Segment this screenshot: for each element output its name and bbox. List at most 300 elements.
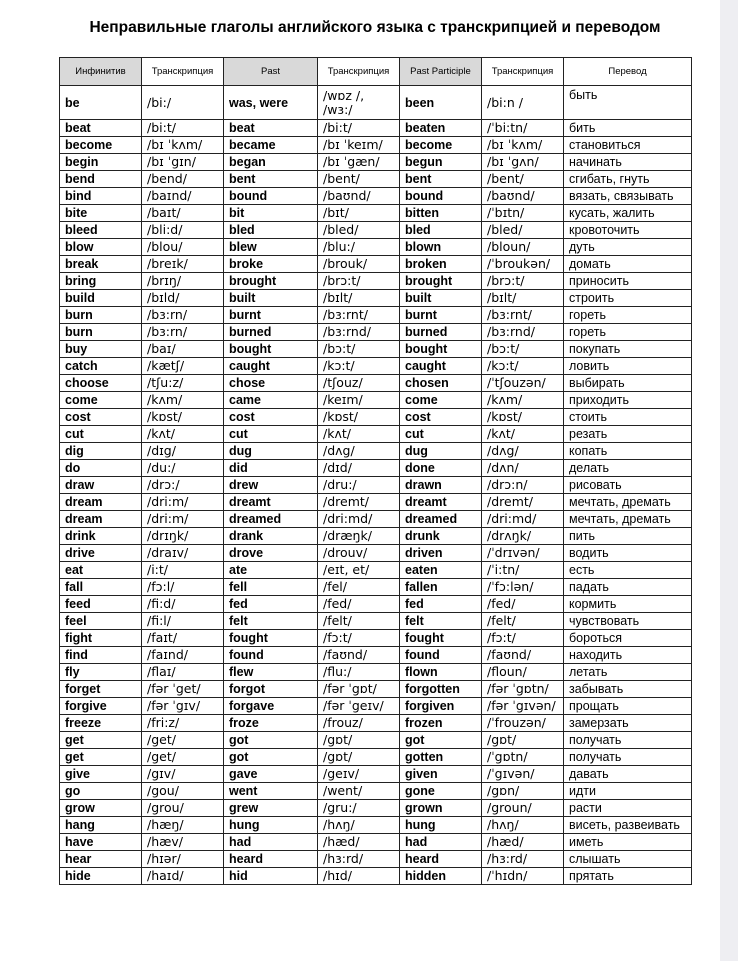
cell-transcription-3: /kɒst/ [482, 409, 564, 426]
cell-transcription-2: /bɪt/ [318, 205, 400, 222]
cell-past: heard [224, 851, 318, 868]
cell-translation: резать [564, 426, 692, 443]
table-header-row [60, 58, 692, 86]
cell-transcription-2: /dru:/ [318, 477, 400, 494]
cell-translation: падать [564, 579, 692, 596]
cell-transcription-2: /bɜ:rnt/ [318, 307, 400, 324]
cell-translation: гореть [564, 307, 692, 324]
cell-infinitive: hear [60, 851, 142, 868]
cell-transcription-2: /dʌg/ [318, 443, 400, 460]
cell-past-participle: flown [400, 664, 482, 681]
cell-past: did [224, 460, 318, 477]
table-row [60, 324, 692, 341]
header-past: Past [224, 58, 318, 86]
cell-transcription-3: /bɪlt/ [482, 290, 564, 307]
cell-transcription-1: /bɪ ˈkʌm/ [142, 137, 224, 154]
cell-past: burnt [224, 307, 318, 324]
cell-past: bought [224, 341, 318, 358]
cell-infinitive: catch [60, 358, 142, 375]
cell-past-participle: drawn [400, 477, 482, 494]
cell-transcription-1: /get/ [142, 749, 224, 766]
cell-translation: выбирать [564, 375, 692, 392]
table-row [60, 664, 692, 681]
table-row [60, 613, 692, 630]
cell-transcription-3: /drʌŋk/ [482, 528, 564, 545]
cell-translation: иметь [564, 834, 692, 851]
cell-transcription-3: /ˈtʃouzən/ [482, 375, 564, 392]
cell-infinitive: go [60, 783, 142, 800]
cell-transcription-3: /bɜ:rnt/ [482, 307, 564, 324]
cell-transcription-3: /hʌŋ/ [482, 817, 564, 834]
cell-infinitive: get [60, 749, 142, 766]
cell-past-participle: eaten [400, 562, 482, 579]
cell-past: got [224, 749, 318, 766]
cell-past-participle: forgiven [400, 698, 482, 715]
cell-infinitive: break [60, 256, 142, 273]
cell-translation: висеть, развеивать [564, 817, 692, 834]
cell-past-participle: been [400, 86, 482, 120]
cell-past-participle: chosen [400, 375, 482, 392]
cell-transcription-2: /eɪt, et/ [318, 562, 400, 579]
table-row [60, 120, 692, 137]
table-row [60, 443, 692, 460]
header-infinitive: Инфинитив [60, 58, 142, 86]
cell-transcription-1: /fɔ:l/ [142, 579, 224, 596]
cell-transcription-2: /dɪd/ [318, 460, 400, 477]
cell-transcription-2: /kɔ:t/ [318, 358, 400, 375]
cell-infinitive: buy [60, 341, 142, 358]
cell-transcription-1: /bɜ:rn/ [142, 307, 224, 324]
cell-past-participle: bent [400, 171, 482, 188]
cell-transcription-3: /ˈfrouzən/ [482, 715, 564, 732]
cell-past: cost [224, 409, 318, 426]
table-row [60, 137, 692, 154]
cell-transcription-2: /hɜ:rd/ [318, 851, 400, 868]
header-transcription-3: Транскрипция [482, 58, 564, 86]
cell-past: felt [224, 613, 318, 630]
table-row [60, 579, 692, 596]
cell-past-participle: bitten [400, 205, 482, 222]
cell-transcription-3: /bloun/ [482, 239, 564, 256]
cell-transcription-1: /drɔ:/ [142, 477, 224, 494]
cell-past-participle: found [400, 647, 482, 664]
cell-transcription-1: /fər ˈget/ [142, 681, 224, 698]
cell-transcription-2: /fɔ:t/ [318, 630, 400, 647]
cell-transcription-3: /ˈbi:tn/ [482, 120, 564, 137]
cell-transcription-2: /went/ [318, 783, 400, 800]
cell-transcription-2: /wɒz /, /wɜ:/ [318, 86, 400, 120]
cell-translation: приносить [564, 273, 692, 290]
cell-past-participle: driven [400, 545, 482, 562]
cell-transcription-2: /bɪ ˈkeɪm/ [318, 137, 400, 154]
cell-infinitive: dream [60, 511, 142, 528]
cell-translation: стоить [564, 409, 692, 426]
cell-translation: летать [564, 664, 692, 681]
cell-transcription-1: /bli:d/ [142, 222, 224, 239]
cell-translation: строить [564, 290, 692, 307]
cell-infinitive: get [60, 732, 142, 749]
cell-translation: вязать, связывать [564, 188, 692, 205]
cell-transcription-3: /ˈgɒtn/ [482, 749, 564, 766]
cell-translation: забывать [564, 681, 692, 698]
cell-transcription-1: /i:t/ [142, 562, 224, 579]
cell-transcription-2: /hʌŋ/ [318, 817, 400, 834]
cell-past-participle: frozen [400, 715, 482, 732]
cell-past-participle: gotten [400, 749, 482, 766]
cell-infinitive: hide [60, 868, 142, 885]
cell-transcription-1: /kʌt/ [142, 426, 224, 443]
cell-infinitive: bend [60, 171, 142, 188]
cell-transcription-1: /bi:/ [142, 86, 224, 120]
cell-translation: давать [564, 766, 692, 783]
cell-translation: мечтать, дремать [564, 494, 692, 511]
cell-translation: замерзать [564, 715, 692, 732]
cell-transcription-3: /gɒn/ [482, 783, 564, 800]
table-row [60, 494, 692, 511]
cell-transcription-3: /fɔ:t/ [482, 630, 564, 647]
cell-transcription-2: /blu:/ [318, 239, 400, 256]
cell-translation: кусать, жалить [564, 205, 692, 222]
cell-past: fed [224, 596, 318, 613]
cell-infinitive: cost [60, 409, 142, 426]
table-row [60, 732, 692, 749]
cell-past-participle: blown [400, 239, 482, 256]
cell-transcription-3: /faʊnd/ [482, 647, 564, 664]
cell-past-participle: given [400, 766, 482, 783]
cell-infinitive: fight [60, 630, 142, 647]
cell-infinitive: come [60, 392, 142, 409]
table-row [60, 426, 692, 443]
cell-transcription-3: /floun/ [482, 664, 564, 681]
cell-translation: находить [564, 647, 692, 664]
cell-past-participle: cut [400, 426, 482, 443]
table-row [60, 477, 692, 494]
cell-translation: копать [564, 443, 692, 460]
cell-transcription-1: /fər ˈgɪv/ [142, 698, 224, 715]
cell-infinitive: find [60, 647, 142, 664]
table-row [60, 851, 692, 868]
cell-transcription-2: /dri:md/ [318, 511, 400, 528]
cell-infinitive: cut [60, 426, 142, 443]
cell-past: went [224, 783, 318, 800]
cell-infinitive: feel [60, 613, 142, 630]
cell-past: began [224, 154, 318, 171]
cell-past: got [224, 732, 318, 749]
cell-past: dreamt [224, 494, 318, 511]
cell-past: came [224, 392, 318, 409]
cell-infinitive: dig [60, 443, 142, 460]
cell-translation: кровоточить [564, 222, 692, 239]
table-body [60, 86, 692, 885]
cell-transcription-3: /dremt/ [482, 494, 564, 511]
table-row [60, 171, 692, 188]
cell-transcription-3: /dʌg/ [482, 443, 564, 460]
cell-transcription-1: /bɜ:rn/ [142, 324, 224, 341]
table-row [60, 783, 692, 800]
cell-transcription-2: /kʌt/ [318, 426, 400, 443]
cell-transcription-3: /hæd/ [482, 834, 564, 851]
cell-past-participle: dreamed [400, 511, 482, 528]
cell-past-participle: burnt [400, 307, 482, 324]
cell-past-participle: dug [400, 443, 482, 460]
cell-past: caught [224, 358, 318, 375]
cell-past: drew [224, 477, 318, 494]
cell-past-participle: dreamt [400, 494, 482, 511]
table-row [60, 256, 692, 273]
cell-past: ate [224, 562, 318, 579]
table-row [60, 86, 692, 120]
cell-transcription-1: /faɪnd/ [142, 647, 224, 664]
right-margin-strip [720, 0, 738, 961]
cell-transcription-2: /bɪlt/ [318, 290, 400, 307]
cell-translation: быть [564, 86, 692, 120]
cell-transcription-1: /fri:z/ [142, 715, 224, 732]
cell-transcription-2: /tʃouz/ [318, 375, 400, 392]
cell-infinitive: beat [60, 120, 142, 137]
cell-past: found [224, 647, 318, 664]
table-row [60, 273, 692, 290]
cell-past-participle: fallen [400, 579, 482, 596]
cell-past-participle: bled [400, 222, 482, 239]
cell-transcription-1: /fi:d/ [142, 596, 224, 613]
cell-transcription-1: /bɪld/ [142, 290, 224, 307]
cell-transcription-2: /brouk/ [318, 256, 400, 273]
cell-infinitive: give [60, 766, 142, 783]
cell-transcription-3: /bɔ:t/ [482, 341, 564, 358]
cell-transcription-2: /flu:/ [318, 664, 400, 681]
table-row [60, 307, 692, 324]
table-row [60, 375, 692, 392]
cell-past-participle: bound [400, 188, 482, 205]
cell-translation: получать [564, 732, 692, 749]
cell-transcription-1: /du:/ [142, 460, 224, 477]
cell-past: became [224, 137, 318, 154]
cell-past: bent [224, 171, 318, 188]
cell-transcription-3: /kɔ:t/ [482, 358, 564, 375]
cell-past-participle: become [400, 137, 482, 154]
table-row [60, 681, 692, 698]
cell-infinitive: feed [60, 596, 142, 613]
cell-translation: водить [564, 545, 692, 562]
cell-transcription-3: /ˈdrɪvən/ [482, 545, 564, 562]
cell-transcription-3: /ˈgɪvən/ [482, 766, 564, 783]
cell-transcription-3: /fər ˈgɪvən/ [482, 698, 564, 715]
cell-past: bit [224, 205, 318, 222]
cell-transcription-3: /groun/ [482, 800, 564, 817]
cell-transcription-1: /bi:t/ [142, 120, 224, 137]
cell-translation: гореть [564, 324, 692, 341]
cell-transcription-3: /bɜ:rnd/ [482, 324, 564, 341]
cell-transcription-3: /bi:n / [482, 86, 564, 120]
cell-transcription-1: /flaɪ/ [142, 664, 224, 681]
table-row [60, 834, 692, 851]
cell-translation: пить [564, 528, 692, 545]
table-row [60, 715, 692, 732]
cell-past-participle: begun [400, 154, 482, 171]
cell-transcription-2: /bled/ [318, 222, 400, 239]
cell-past-participle: got [400, 732, 482, 749]
cell-transcription-1: /dɪg/ [142, 443, 224, 460]
cell-infinitive: blow [60, 239, 142, 256]
cell-transcription-3: /kʌt/ [482, 426, 564, 443]
table-row [60, 460, 692, 477]
cell-past: grew [224, 800, 318, 817]
cell-past-participle: come [400, 392, 482, 409]
cell-translation: получать [564, 749, 692, 766]
cell-infinitive: do [60, 460, 142, 477]
cell-past-participle: hidden [400, 868, 482, 885]
table-row [60, 562, 692, 579]
cell-transcription-1: /dri:m/ [142, 494, 224, 511]
cell-past-participle: bought [400, 341, 482, 358]
cell-transcription-2: /fər ˈgɒt/ [318, 681, 400, 698]
cell-infinitive: bring [60, 273, 142, 290]
cell-transcription-1: /haɪd/ [142, 868, 224, 885]
cell-transcription-2: /bɪ ˈgæn/ [318, 154, 400, 171]
cell-past: had [224, 834, 318, 851]
table-row [60, 545, 692, 562]
table-row [60, 409, 692, 426]
cell-translation: ловить [564, 358, 692, 375]
cell-transcription-1: /kʌm/ [142, 392, 224, 409]
cell-past-participle: fed [400, 596, 482, 613]
cell-translation: начинать [564, 154, 692, 171]
cell-past-participle: gone [400, 783, 482, 800]
cell-transcription-3: /fər ˈgɒtn/ [482, 681, 564, 698]
cell-past: was, were [224, 86, 318, 120]
cell-infinitive: forgive [60, 698, 142, 715]
table-row [60, 630, 692, 647]
cell-infinitive: drink [60, 528, 142, 545]
cell-transcription-1: /breɪk/ [142, 256, 224, 273]
table-row [60, 528, 692, 545]
cell-transcription-2: /fər ˈgeɪv/ [318, 698, 400, 715]
cell-transcription-1: /hɪər/ [142, 851, 224, 868]
cell-transcription-3: /gɒt/ [482, 732, 564, 749]
cell-transcription-2: /dræŋk/ [318, 528, 400, 545]
cell-translation: слышать [564, 851, 692, 868]
cell-transcription-1: /kætʃ/ [142, 358, 224, 375]
cell-transcription-1: /gou/ [142, 783, 224, 800]
cell-past: drove [224, 545, 318, 562]
cell-infinitive: eat [60, 562, 142, 579]
cell-infinitive: draw [60, 477, 142, 494]
cell-past-participle: felt [400, 613, 482, 630]
cell-infinitive: bind [60, 188, 142, 205]
cell-past: flew [224, 664, 318, 681]
table-row [60, 205, 692, 222]
cell-transcription-1: /blou/ [142, 239, 224, 256]
cell-past: fought [224, 630, 318, 647]
cell-transcription-2: /brɔ:t/ [318, 273, 400, 290]
cell-past-participle: built [400, 290, 482, 307]
cell-transcription-1: /faɪt/ [142, 630, 224, 647]
table-row [60, 698, 692, 715]
cell-past-participle: broken [400, 256, 482, 273]
cell-past: beat [224, 120, 318, 137]
cell-translation: кормить [564, 596, 692, 613]
cell-transcription-3: /hɜ:rd/ [482, 851, 564, 868]
cell-transcription-1: /draɪv/ [142, 545, 224, 562]
header-transcription-2: Транскрипция [318, 58, 400, 86]
cell-transcription-1: /fi:l/ [142, 613, 224, 630]
cell-infinitive: begin [60, 154, 142, 171]
cell-past: hung [224, 817, 318, 834]
cell-transcription-2: /baʊnd/ [318, 188, 400, 205]
cell-transcription-2: /fed/ [318, 596, 400, 613]
cell-transcription-1: /hæv/ [142, 834, 224, 851]
cell-past-participle: fought [400, 630, 482, 647]
table-row [60, 766, 692, 783]
cell-past: dug [224, 443, 318, 460]
cell-translation: покупать [564, 341, 692, 358]
cell-past-participle: had [400, 834, 482, 851]
cell-transcription-1: /grou/ [142, 800, 224, 817]
cell-translation: чувствовать [564, 613, 692, 630]
cell-past: hid [224, 868, 318, 885]
table-row [60, 868, 692, 885]
cell-transcription-3: /ˈfɔ:lən/ [482, 579, 564, 596]
table-row [60, 290, 692, 307]
table-row [60, 800, 692, 817]
cell-translation: приходить [564, 392, 692, 409]
table-row [60, 392, 692, 409]
cell-translation: идти [564, 783, 692, 800]
cell-transcription-1: /kɒst/ [142, 409, 224, 426]
cell-past-participle: grown [400, 800, 482, 817]
cell-translation: есть [564, 562, 692, 579]
cell-past-participle: burned [400, 324, 482, 341]
cell-infinitive: hang [60, 817, 142, 834]
cell-past-participle: beaten [400, 120, 482, 137]
cell-infinitive: fly [60, 664, 142, 681]
cell-transcription-3: /ˈi:tn/ [482, 562, 564, 579]
cell-transcription-2: /hɪd/ [318, 868, 400, 885]
cell-translation: бить [564, 120, 692, 137]
cell-infinitive: bite [60, 205, 142, 222]
cell-transcription-3: /ˈbroukən/ [482, 256, 564, 273]
cell-translation: дуть [564, 239, 692, 256]
cell-transcription-1: /get/ [142, 732, 224, 749]
cell-past-participle: drunk [400, 528, 482, 545]
cell-transcription-2: /gɒt/ [318, 732, 400, 749]
cell-infinitive: be [60, 86, 142, 120]
cell-transcription-2: /geɪv/ [318, 766, 400, 783]
cell-transcription-3: /ˈbɪtn/ [482, 205, 564, 222]
cell-past: dreamed [224, 511, 318, 528]
cell-transcription-1: /bend/ [142, 171, 224, 188]
table-row [60, 358, 692, 375]
cell-past: blew [224, 239, 318, 256]
cell-past: bled [224, 222, 318, 239]
cell-transcription-1: /brɪŋ/ [142, 273, 224, 290]
cell-translation: становиться [564, 137, 692, 154]
cell-translation: расти [564, 800, 692, 817]
table-row [60, 222, 692, 239]
cell-translation: рисовать [564, 477, 692, 494]
cell-past: burned [224, 324, 318, 341]
cell-infinitive: bleed [60, 222, 142, 239]
cell-transcription-2: /kɒst/ [318, 409, 400, 426]
cell-infinitive: grow [60, 800, 142, 817]
cell-infinitive: drive [60, 545, 142, 562]
table-row [60, 749, 692, 766]
cell-translation: сгибать, гнуть [564, 171, 692, 188]
cell-past: fell [224, 579, 318, 596]
header-past-participle: Past Participle [400, 58, 482, 86]
cell-transcription-1: /gɪv/ [142, 766, 224, 783]
cell-infinitive: choose [60, 375, 142, 392]
